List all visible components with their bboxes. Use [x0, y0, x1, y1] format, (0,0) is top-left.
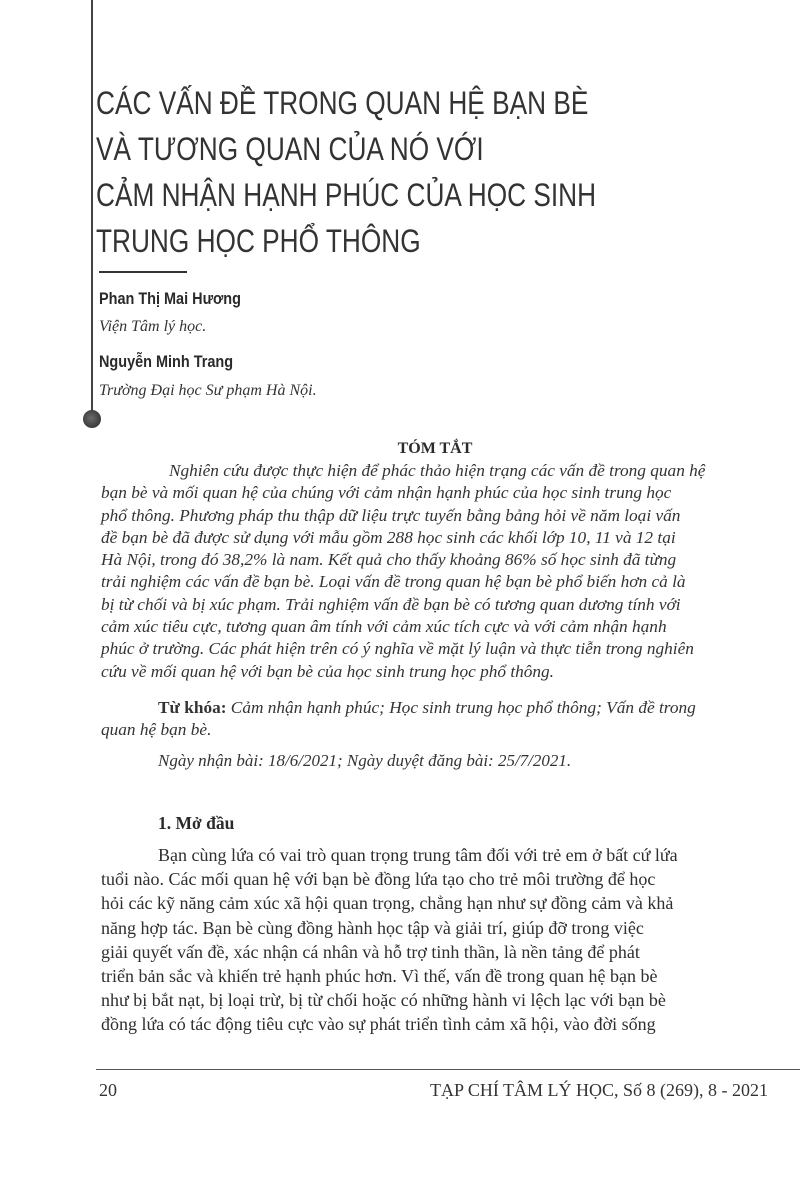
body-line: Bạn cùng lứa có vai trò quan trọng trung tâm đối với trẻ em ở bất cứ lứa	[158, 845, 678, 865]
author-affiliation: Viện Tâm lý học.	[99, 318, 207, 335]
body-line: đồng lứa có tác động tiêu cực vào sự phát triển tình cảm xã hội, vào đời sống	[101, 1014, 656, 1035]
keywords-label: Từ khóa:	[158, 698, 227, 717]
body-line: như bị bắt nạt, bị loại trừ, bị từ chối hoặc có những hành vi lệch lạc với bạn bè	[101, 990, 666, 1011]
margin-vertical-rule	[91, 0, 93, 416]
abstract-line: phúc ở trường. Các phát hiện trên có ý nghĩa về mặt lý luận và thực tiễn trong nghiên	[101, 639, 694, 659]
margin-bullet-icon	[83, 410, 101, 428]
footer-divider	[96, 1069, 800, 1070]
title-line: VÀ TƯƠNG QUAN CỦA NÓ VỚI	[96, 131, 484, 167]
abstract-line: đề bạn bè đã được sử dụng với mẫu gồm 288 học sinh các khối lớp 10, 11 và 12 tại	[101, 527, 676, 547]
submission-dates: Ngày nhận bài: 18/6/2021; Ngày duyệt đăng bài: 25/7/2021.	[158, 751, 572, 770]
abstract-line: cảm xúc tiêu cực, tương quan âm tính với cảm xúc tích cực và với cảm nhận hạnh	[101, 617, 667, 637]
page-number: 20	[99, 1080, 117, 1100]
body-line: tuổi nào. Các mối quan hệ với bạn bè đồng lứa tạo cho trẻ môi trường để học	[101, 869, 656, 890]
section-heading: 1. Mở đầu	[158, 813, 235, 833]
abstract-heading: TÓM TẮT	[397, 440, 473, 457]
title-divider	[99, 271, 187, 273]
journal-citation: TẠP CHÍ TÂM LÝ HỌC, Số 8 (269), 8 - 2021	[429, 1080, 768, 1100]
title-line: TRUNG HỌC PHỔ THÔNG	[96, 223, 421, 259]
author-name: Phan Thị Mai Hương	[99, 289, 241, 308]
keywords	[101, 697, 800, 741]
body-line: năng hợp tác. Bạn bè cùng đồng hành học tập và giải trí, giúp đỡ trong việc	[101, 917, 644, 938]
abstract-body	[101, 460, 761, 683]
author-name: Nguyễn Minh Trang	[99, 352, 234, 371]
abstract-line: Nghiên cứu được thực hiện để phác thảo hiện trạng các vấn đề trong quan hệ	[169, 461, 706, 480]
keywords-text: Cảm nhận hạnh phúc; Học sinh trung học phổ thông; Vấn đề trong	[226, 698, 696, 717]
title-line: CẢM NHẬN HẠNH PHÚC CỦA HỌC SINH	[96, 177, 597, 213]
title-line: CÁC VẤN ĐỀ TRONG QUAN HỆ BẠN BÈ	[96, 85, 589, 121]
author-affiliation: Trường Đại học Sư phạm Hà Nội.	[99, 382, 317, 399]
body-line: giải quyết vấn đề, xác nhận cá nhân và hỗ trợ tinh thần, là nền tảng để phát	[101, 941, 640, 962]
body-line: hỏi các kỹ năng cảm xúc xã hội quan trọng, chẳng hạn như sự đồng cảm và khả	[101, 893, 674, 914]
abstract-line: trải nghiệm các vấn đề bạn bè. Loại vấn đề trong quan hệ bạn bè phổ biến hơn cả là	[101, 572, 686, 592]
article-title	[96, 80, 637, 264]
abstract-line: Hà Nội, trong đó 38,2% là nam. Kết quả cho thấy khoảng 86% số học sinh đã từng	[101, 550, 677, 570]
abstract-line: bạn bè và mối quan hệ của chúng với cảm nhận hạnh phúc của học sinh trung học	[101, 483, 672, 503]
abstract-line: cứu về mối quan hệ với bạn bè của học sinh trung học phổ thông.	[101, 661, 554, 681]
abstract-line: bị từ chối và bị xúc phạm. Trải nghiệm vấn đề bạn bè có tương quan dương tính với	[101, 594, 681, 614]
body-line: triển bản sắc và khiến trẻ hạnh phúc hơn. Vì thế, vấn đề trong quan hệ bạn bè	[101, 966, 658, 987]
abstract-line: phổ thông. Phương pháp thu thập dữ liệu trực tuyến bằng bảng hỏi về năm loại vấn	[101, 505, 681, 525]
keywords-text: quan hệ bạn bè.	[101, 720, 212, 739]
section-body	[101, 843, 800, 1037]
